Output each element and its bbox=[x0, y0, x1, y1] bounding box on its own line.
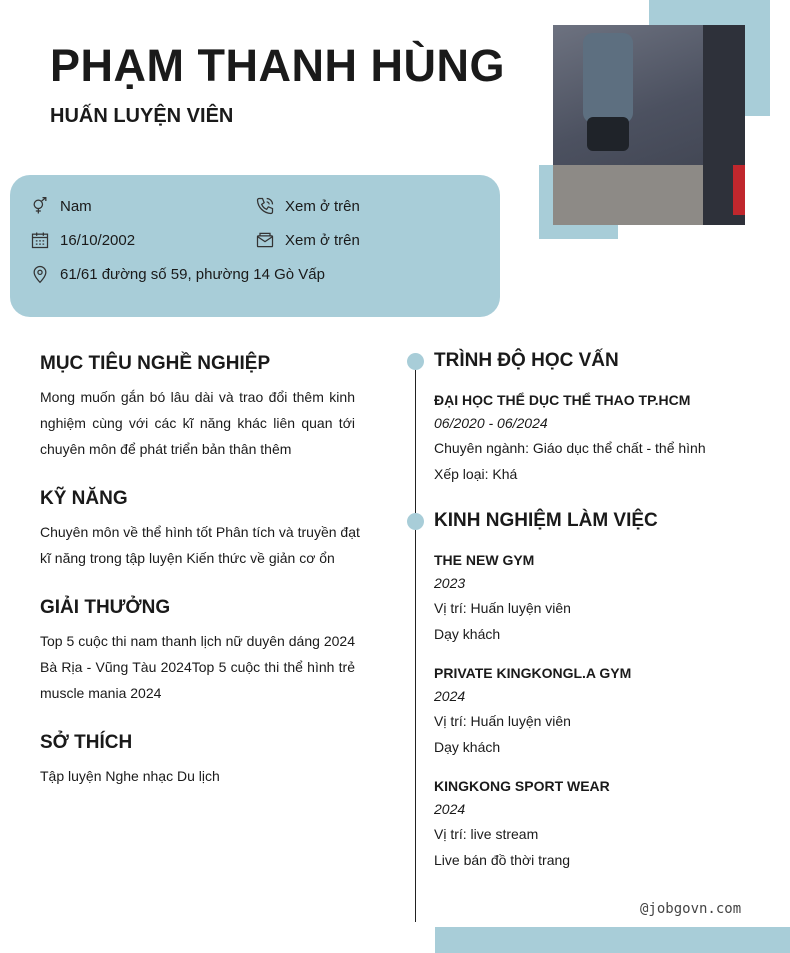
birthdate-value: 16/10/2002 bbox=[60, 231, 136, 249]
gender-icon bbox=[30, 196, 50, 216]
candidate-job-title: HUẤN LUYỆN VIÊN bbox=[50, 105, 234, 127]
photo-red-object bbox=[733, 165, 745, 215]
hobbies-text: Tập luyện Nghe nhạc Du lịch bbox=[40, 768, 220, 784]
job-period: 2024 bbox=[434, 688, 466, 704]
job-position: Vị trí: Huấn luyện viên bbox=[434, 600, 571, 616]
info-gender bbox=[30, 196, 92, 216]
address-value: 61/61 đường số 59, phường 14 Gò Vấp bbox=[60, 265, 325, 283]
timeline-line bbox=[415, 362, 416, 922]
education-heading: TRÌNH ĐỘ HỌC VẤN bbox=[434, 350, 619, 371]
photo-person-shorts bbox=[587, 117, 629, 151]
job-position: Vị trí: Huấn luyện viên bbox=[434, 713, 571, 729]
info-phone bbox=[255, 196, 360, 216]
skills-heading: KỸ NĂNG bbox=[40, 488, 128, 509]
candidate-name: PHẠM THANH HÙNG bbox=[50, 40, 505, 91]
job-period: 2024 bbox=[434, 801, 466, 817]
location-pin-icon bbox=[30, 264, 50, 284]
calendar-icon bbox=[30, 230, 50, 250]
timeline-dot-education bbox=[407, 353, 424, 370]
experience-heading: KINH NGHIỆM LÀM VIỆC bbox=[434, 510, 658, 531]
awards-heading: GIẢI THƯỞNG bbox=[40, 597, 171, 618]
awards-text: Top 5 cuộc thi nam thanh lịch nữ duyên dáng 2024 Bà Rịa - Vũng Tàu 2024Top 5 cuộc thi thể hình trẻ muscle mania 2024 bbox=[40, 633, 355, 701]
education-school: ĐẠI HỌC THỂ DỤC THỂ THAO TP.HCM bbox=[434, 392, 691, 408]
profile-photo bbox=[553, 25, 745, 225]
job-task: Dạy khách bbox=[434, 626, 501, 642]
info-address bbox=[30, 264, 325, 284]
gender-value: Nam bbox=[60, 197, 92, 215]
envelope-icon bbox=[255, 230, 275, 250]
job-company: PRIVATE KINGKONGL.A GYM bbox=[434, 665, 632, 681]
objective-text: Mong muốn gắn bó lâu dài và trao đổi thêm kinh nghiệm cùng với các kĩ năng khác liên quan tới chuyên môn để phát triển bản thân thêm bbox=[40, 389, 355, 457]
skills-text: Chuyên môn về thể hình tốt Phân tích và truyền đạt kĩ năng trong tập luyện Kiến thức về giản cơ ổn bbox=[40, 524, 360, 566]
job-task: Dạy khách bbox=[434, 739, 501, 755]
phone-value: Xem ở trên bbox=[285, 197, 360, 215]
job-company: KINGKONG SPORT WEAR bbox=[434, 778, 610, 794]
job-task: Live bán đồ thời trang bbox=[434, 852, 571, 868]
decorative-block-bottom bbox=[435, 927, 790, 953]
info-email bbox=[255, 230, 360, 250]
job-period: 2023 bbox=[434, 575, 466, 591]
phone-icon bbox=[255, 196, 275, 216]
education-period: 06/2020 - 06/2024 bbox=[434, 415, 548, 431]
email-value: Xem ở trên bbox=[285, 231, 360, 249]
objective-heading: MỤC TIÊU NGHỀ NGHIỆP bbox=[40, 353, 271, 374]
timeline-dot-experience bbox=[407, 513, 424, 530]
info-birthdate bbox=[30, 230, 135, 250]
watermark: @jobgovn.com bbox=[640, 901, 742, 917]
personal-info-box bbox=[10, 175, 500, 317]
education-grade: Xếp loại: Khá bbox=[434, 466, 518, 482]
job-company: THE NEW GYM bbox=[434, 552, 535, 568]
education-major: Chuyên ngành: Giáo dục thể chất - thể hình bbox=[434, 440, 706, 456]
job-position: Vị trí: live stream bbox=[434, 826, 539, 842]
hobbies-heading: SỞ THÍCH bbox=[40, 732, 133, 753]
photo-person-shirt bbox=[583, 33, 633, 123]
